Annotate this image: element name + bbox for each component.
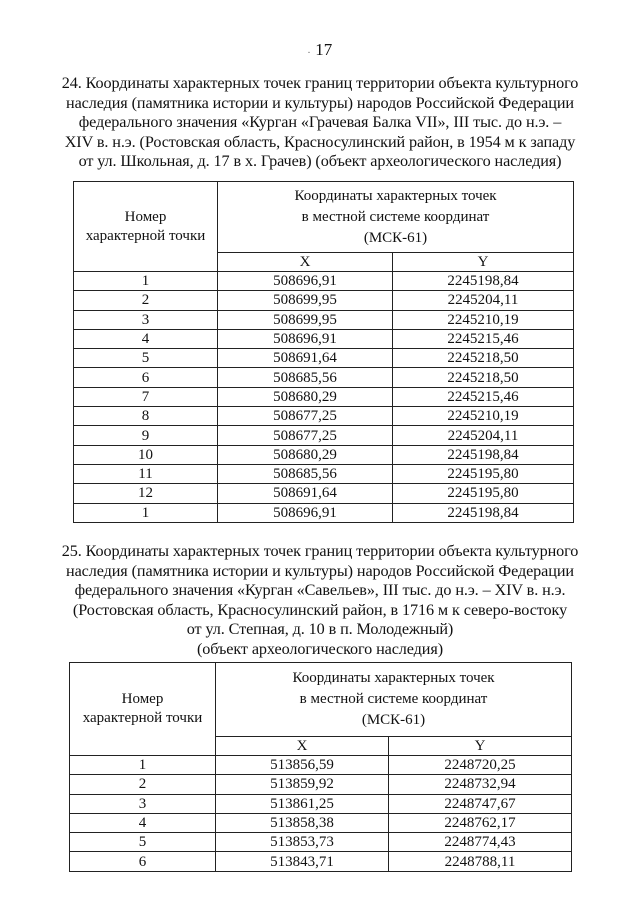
cell-y: 2245218,50: [393, 368, 574, 387]
cell-x: 513853,73: [216, 833, 389, 852]
cell-y: 2245204,11: [393, 426, 574, 445]
table-row: [70, 756, 572, 775]
cell-x: 508696,91: [218, 329, 393, 348]
header-x: X: [216, 737, 389, 756]
cell-number: 6: [70, 852, 216, 871]
cell-x: 513856,59: [216, 756, 389, 775]
table-row: [70, 794, 572, 813]
title-line: наследия (памятника истории и культуры) народов Российской Федерации: [66, 93, 574, 112]
cell-x: 513859,92: [216, 775, 389, 794]
table-row: [74, 272, 574, 291]
header-point-number: Номер характерной точки: [70, 663, 216, 756]
table-row: [74, 484, 574, 503]
cell-x: 508680,29: [218, 387, 393, 406]
page-number-text: 17: [315, 40, 333, 59]
cell-number: 2: [74, 291, 218, 310]
cell-x: 508685,56: [218, 368, 393, 387]
cell-x: 508696,91: [218, 272, 393, 291]
cell-number: 3: [74, 310, 218, 329]
cell-y: 2248720,25: [389, 756, 572, 775]
coordinates-table-25: [69, 662, 572, 872]
title-line: от ул. Школьная, д. 17 в х. Грачев) (объект археологического наследия): [78, 152, 562, 171]
cell-number: 9: [74, 426, 218, 445]
cell-y: 2245195,80: [393, 464, 574, 483]
cell-y: 2248732,94: [389, 775, 572, 794]
cell-y: 2245195,80: [393, 484, 574, 503]
cell-y: 2245204,11: [393, 291, 574, 310]
table-row: [74, 407, 574, 426]
table-row: [74, 329, 574, 348]
cell-number: 7: [74, 387, 218, 406]
cell-y: 2245210,19: [393, 310, 574, 329]
title-line: (Ростовская область, Красносулинский район, в 1716 м к северо-востоку: [72, 600, 568, 619]
title-line: федерального значения «Курган «Грачевая Балка VII», III тыс. до н.э. –: [78, 113, 562, 132]
cell-number: 4: [74, 329, 218, 348]
cell-number: 2: [70, 775, 216, 794]
table-row: [70, 813, 572, 832]
cell-x: 508691,64: [218, 349, 393, 368]
table-row: [70, 833, 572, 852]
cell-y: 2248774,43: [389, 833, 572, 852]
table-row: [74, 387, 574, 406]
cell-number: 3: [70, 794, 216, 813]
title-line: XIV в. н.э. (Ростовская область, Красносулинский район, в 1954 м к западу: [64, 132, 576, 151]
title-line: наследия (памятника истории и культуры) народов Российской Федерации: [66, 561, 574, 580]
header-coordinates: Координаты характерных точек в местной системе координат (МСК-61): [218, 182, 574, 253]
section-24-title: [60, 74, 580, 172]
cell-y: 2245215,46: [393, 329, 574, 348]
cell-x: 513843,71: [216, 852, 389, 871]
cell-y: 2248788,11: [389, 852, 572, 871]
cell-y: 2245210,19: [393, 407, 574, 426]
cell-number: 1: [74, 272, 218, 291]
header-coordinates: Координаты характерных точек в местной системе координат (МСК-61): [216, 663, 572, 737]
table-row: [74, 291, 574, 310]
cell-y: 2245218,50: [393, 349, 574, 368]
cell-number: 5: [70, 833, 216, 852]
table-row: [74, 445, 574, 464]
header-point-number: Номер характерной точки: [74, 182, 218, 272]
table-row: [74, 368, 574, 387]
title-line: федерального значения «Курган «Савельев», III тыс. до н.э. – XIV в. н.э.: [74, 581, 566, 600]
table-row: [74, 426, 574, 445]
cell-number: 1: [74, 503, 218, 522]
cell-y: 2248762,17: [389, 813, 572, 832]
cell-number: 4: [70, 813, 216, 832]
cell-y: 2245198,84: [393, 503, 574, 522]
title-line: от ул. Степная, д. 10 в п. Молодежный): [186, 620, 454, 639]
table-row: [70, 775, 572, 794]
cell-number: 12: [74, 484, 218, 503]
cell-x: 508691,64: [218, 484, 393, 503]
cell-x: 508677,25: [218, 426, 393, 445]
scan-dot: .: [307, 45, 311, 57]
cell-number: 1: [70, 756, 216, 775]
cell-y: 2245198,84: [393, 445, 574, 464]
title-line: (объект археологического наследия): [197, 639, 443, 658]
table-row: [74, 349, 574, 368]
title-line: 25. Координаты характерных точек границ территории объекта культурного: [61, 542, 579, 560]
cell-x: 508685,56: [218, 464, 393, 483]
header-y: Y: [389, 737, 572, 756]
table-row: [74, 503, 574, 522]
cell-x: 508699,95: [218, 310, 393, 329]
table-row: [70, 852, 572, 871]
coordinates-table-24: [73, 181, 574, 523]
cell-number: 8: [74, 407, 218, 426]
header-x: X: [218, 253, 393, 272]
page-number: [0, 40, 640, 61]
cell-x: 508680,29: [218, 445, 393, 464]
cell-number: 10: [74, 445, 218, 464]
cell-y: 2245198,84: [393, 272, 574, 291]
cell-number: 5: [74, 349, 218, 368]
cell-x: 513861,25: [216, 794, 389, 813]
cell-x: 508696,91: [218, 503, 393, 522]
title-line: 24. Координаты характерных точек границ территории объекта культурного: [61, 74, 579, 92]
cell-y: 2248747,67: [389, 794, 572, 813]
cell-x: 508699,95: [218, 291, 393, 310]
table-row: [74, 464, 574, 483]
cell-x: 513858,38: [216, 813, 389, 832]
cell-number: 6: [74, 368, 218, 387]
header-y: Y: [393, 253, 574, 272]
table-row: [74, 310, 574, 329]
section-25-title: [60, 542, 580, 660]
cell-y: 2245215,46: [393, 387, 574, 406]
cell-x: 508677,25: [218, 407, 393, 426]
cell-number: 11: [74, 464, 218, 483]
